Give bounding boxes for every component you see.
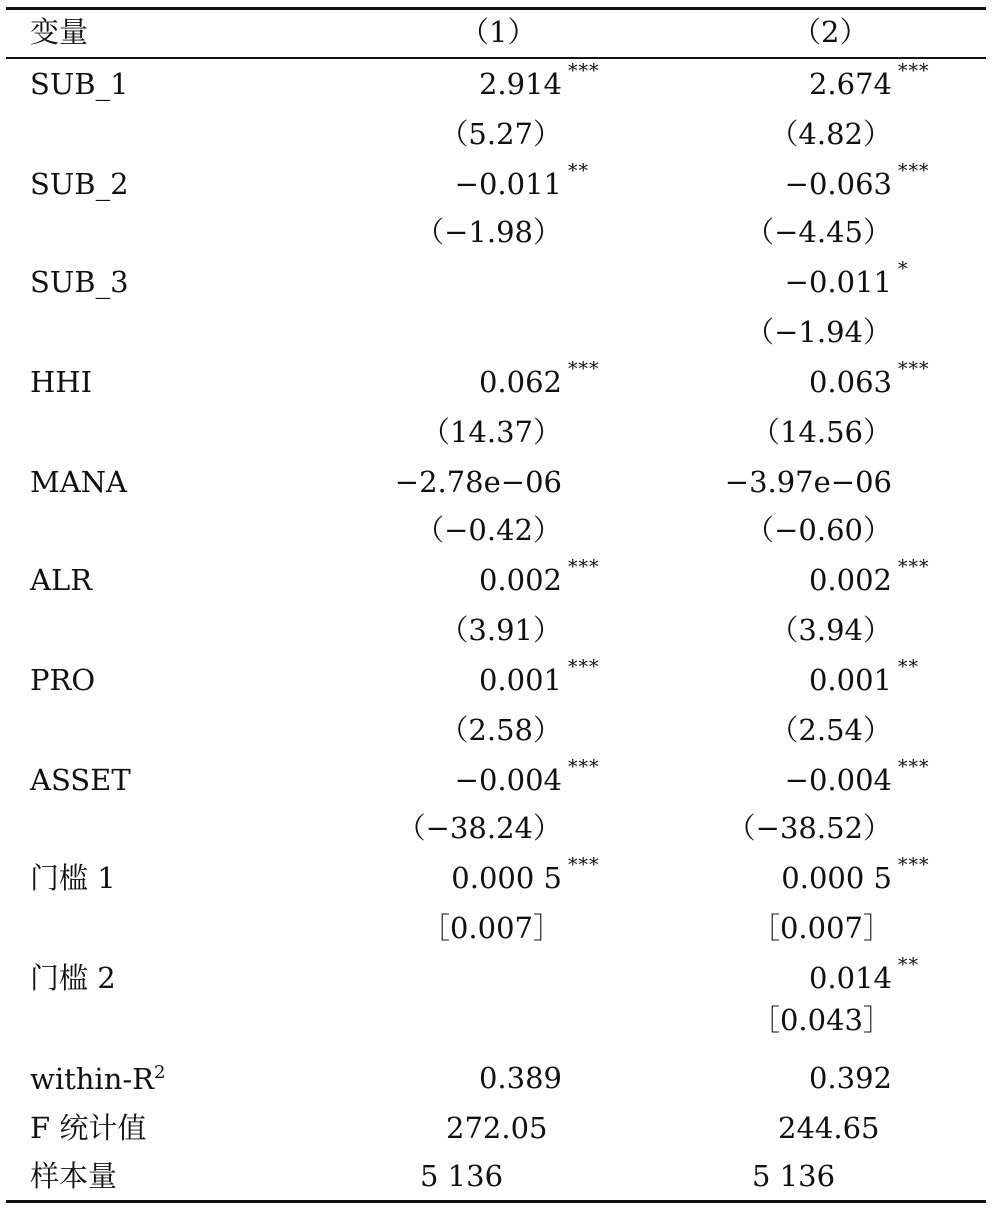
stat-cell-c1 (439, 713, 562, 747)
stat-cell-c2 (750, 1003, 892, 1037)
sample-label: 样本量 (30, 1159, 118, 1193)
row-label: ALR (30, 563, 93, 597)
significance-stars: *** (898, 854, 930, 876)
coef-cell-c2 (808, 556, 930, 597)
significance-stars: *** (568, 60, 600, 82)
cell-value: 0.001 (478, 663, 562, 697)
stat-cell-c2 (750, 911, 892, 945)
sample-col2: 5 136 (752, 1159, 836, 1193)
header-rule (6, 57, 986, 59)
significance-stars: *** (898, 60, 930, 82)
stat-cell-c2 (769, 713, 892, 747)
cell-value: −3.97e−06 (724, 465, 892, 499)
row-label: 门槛 2 (30, 961, 116, 995)
cell-value: （3.94） (769, 613, 892, 647)
significance-stars: *** (568, 656, 600, 678)
cell-value: （−4.45） (745, 215, 892, 249)
within-r2-col1: 0.389 (478, 1061, 562, 1095)
cell-value: （3.91） (439, 613, 562, 647)
cell-value: −0.004 (784, 763, 892, 797)
header-variable: 变量 (30, 15, 89, 49)
within-r2-col2: 0.392 (808, 1061, 892, 1095)
cell-value: （−1.94） (745, 315, 892, 349)
row-label: 门槛 1 (30, 861, 116, 895)
coef-cell-c1 (454, 756, 600, 797)
cell-value: 0.000 5 (451, 861, 562, 895)
stat-cell-c1 (396, 811, 562, 845)
row-label: PRO (30, 663, 96, 697)
cell-value: 0.014 (808, 961, 892, 995)
stat-cell-c2 (750, 415, 892, 449)
row-label: SUB_2 (30, 167, 129, 201)
significance-stars: *** (568, 358, 600, 380)
cell-value: 0.001 (808, 663, 892, 697)
row-label: SUB_1 (30, 67, 129, 101)
cell-value: 0.002 (478, 563, 562, 597)
coef-cell-c2 (784, 258, 909, 299)
coef-cell-c2 (808, 358, 930, 399)
stat-cell-c1 (420, 415, 562, 449)
f-stat-col2: 244.65 (778, 1111, 880, 1145)
coef-cell-c1 (451, 854, 600, 895)
cell-value: 0.002 (808, 563, 892, 597)
within-r2-label: within-$R^2$ (30, 1062, 166, 1096)
coef-cell-c1 (478, 60, 600, 101)
significance-stars: ** (898, 656, 919, 678)
f-stat-col1: 272.05 (446, 1111, 548, 1145)
stat-cell-c2 (769, 117, 892, 151)
coef-cell-c1 (478, 358, 600, 399)
sample-col1: 5 136 (420, 1159, 504, 1193)
cell-value: （4.82） (769, 117, 892, 151)
significance-stars: *** (898, 358, 930, 380)
stat-cell-c2 (745, 513, 892, 547)
cell-value: （−38.52） (726, 811, 892, 845)
header-col2: （2） (792, 15, 869, 49)
coef-cell-c2 (784, 756, 930, 797)
cell-value: 2.914 (478, 67, 562, 101)
coef-cell-c2 (781, 854, 930, 895)
stat-cell-c1 (415, 513, 562, 547)
coef-cell-c1 (478, 556, 600, 597)
cell-value: −0.011 (454, 167, 562, 201)
stat-cell-c1 (415, 215, 562, 249)
stat-cell-c2 (745, 215, 892, 249)
cell-value: ［0.007］ (750, 911, 892, 945)
stat-cell-c2 (769, 613, 892, 647)
cell-value: （−0.60） (745, 513, 892, 547)
cell-value: −2.78e−06 (394, 465, 562, 499)
stat-cell-c2 (745, 315, 892, 349)
significance-stars: ** (568, 160, 589, 182)
stat-cell-c1 (439, 117, 562, 151)
row-label: MANA (30, 465, 127, 499)
f-stat-label: F 统计值 (30, 1111, 147, 1145)
row-label: HHI (30, 365, 93, 399)
row-label: ASSET (30, 763, 131, 797)
coef-cell-c2 (808, 656, 919, 697)
stat-cell-c2 (726, 811, 892, 845)
cell-value: ［0.007］ (420, 911, 562, 945)
cell-value: −0.004 (454, 763, 562, 797)
significance-stars: *** (898, 160, 930, 182)
significance-stars: *** (568, 756, 600, 778)
cell-value: 0.063 (808, 365, 892, 399)
significance-stars: * (898, 258, 909, 280)
coef-cell-c1 (454, 160, 589, 201)
significance-stars: *** (898, 556, 930, 578)
cell-value: −0.011 (784, 265, 892, 299)
significance-stars: *** (568, 854, 600, 876)
cell-value: （−0.42） (415, 513, 562, 547)
coef-cell-c2 (784, 160, 930, 201)
significance-stars: *** (568, 556, 600, 578)
coef-cell-c2 (808, 954, 919, 995)
cell-value: （2.54） (769, 713, 892, 747)
significance-stars: *** (898, 756, 930, 778)
coef-cell-c1 (394, 465, 562, 499)
coef-cell-c1 (478, 656, 600, 697)
cell-value: （−1.98） (415, 215, 562, 249)
cell-value: （5.27） (439, 117, 562, 151)
cell-value: −0.063 (784, 167, 892, 201)
cell-value: 0.062 (478, 365, 562, 399)
top-rule (6, 7, 986, 10)
coef-cell-c2 (808, 60, 930, 101)
cell-value: （14.37） (420, 415, 562, 449)
cell-value: （−38.24） (396, 811, 562, 845)
cell-value: 0.000 5 (781, 861, 892, 895)
header-col1: （1） (460, 15, 537, 49)
stat-cell-c1 (439, 613, 562, 647)
cell-value: ［0.043］ (750, 1003, 892, 1037)
significance-stars: ** (898, 954, 919, 976)
row-label: SUB_3 (30, 265, 129, 299)
cell-value: （2.58） (439, 713, 562, 747)
coef-cell-c2 (724, 465, 892, 499)
cell-value: （14.56） (750, 415, 892, 449)
bottom-rule (6, 1200, 986, 1203)
stat-cell-c1 (420, 911, 562, 945)
cell-value: 2.674 (808, 67, 892, 101)
